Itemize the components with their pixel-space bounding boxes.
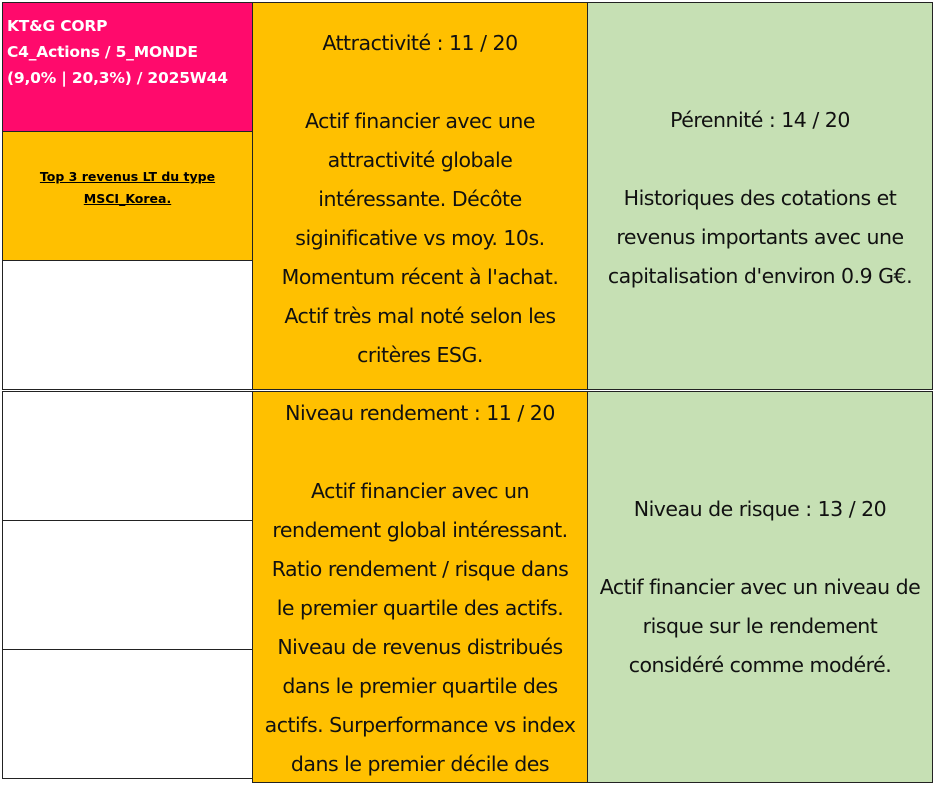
attractivite-line: intéressante. Décôte (318, 187, 522, 211)
perennite-body (588, 179, 932, 296)
company-name: KT&G CORP (7, 17, 108, 35)
risque-body (588, 568, 932, 685)
header-cell (2, 2, 253, 132)
rendement-body (253, 472, 587, 783)
attractivite-line: siginificative vs moy. 10s. (295, 226, 545, 250)
risque-title: Niveau de risque : 13 / 20 (633, 497, 887, 521)
empty-cell-1 (2, 260, 253, 390)
perennite-line: Historiques des cotations et (623, 186, 897, 210)
top-revenus-link[interactable] (3, 166, 252, 210)
risque-block (588, 490, 932, 685)
attractivite-line: Actif très mal noté selon les (284, 304, 556, 328)
rendement-line: dans le premier quartile des (282, 674, 558, 698)
perennite-title: Pérennité : 14 / 20 (670, 108, 850, 132)
attractivite-line: Momentum récent à l'achat. (281, 265, 559, 289)
empty-cell-4 (2, 649, 253, 779)
attractivite-title: Attractivité : 11 / 20 (322, 31, 518, 55)
rendement-line: Actif financier avec un (311, 479, 529, 503)
performance-label: (9,0% | 20,3%) / 2025W44 (7, 69, 228, 87)
risque-line: risque sur le rendement (642, 614, 878, 638)
top-revenus-line1: Top 3 revenus LT du type (39, 169, 216, 184)
risque-line: Actif financier avec un niveau de (599, 575, 921, 599)
top-revenus-line2: MSCI_Korea. (83, 191, 172, 206)
header-text (3, 3, 252, 91)
attractivite-cell (252, 2, 588, 390)
empty-cell-2 (2, 391, 253, 521)
rendement-title: Niveau rendement : 11 / 20 (285, 401, 555, 425)
perennite-block (588, 101, 932, 296)
rendement-line: dans le premier décile des (290, 752, 550, 776)
attractivite-line: attractivité globale (327, 148, 513, 172)
rendement-block (253, 394, 587, 783)
perennite-line: revenus importants avec une (616, 225, 904, 249)
risque-cell (587, 391, 933, 783)
rendement-line: actifs. Surperformance vs index (264, 713, 576, 737)
rendement-line: Ratio rendement / risque dans (271, 557, 569, 581)
risque-line: considéré comme modéré. (628, 653, 892, 677)
attractivite-line: Actif financier avec une (304, 109, 536, 133)
attractivite-body (253, 102, 587, 375)
rendement-line: le premier quartile des actifs. (276, 596, 564, 620)
rendement-line: Niveau de revenus distribués (277, 635, 563, 659)
top-revenus-cell (2, 131, 253, 261)
rendement-cell (252, 391, 588, 783)
perennite-cell (587, 2, 933, 390)
empty-cell-3 (2, 520, 253, 650)
perennite-line: capitalisation d'environ 0.9 G€. (607, 264, 913, 288)
attractivite-line: critères ESG. (357, 343, 483, 367)
attractivite-block (253, 24, 587, 375)
rendement-line: rendement global intéressant. (272, 518, 568, 542)
category-label: C4_Actions / 5_MONDE (7, 43, 198, 61)
